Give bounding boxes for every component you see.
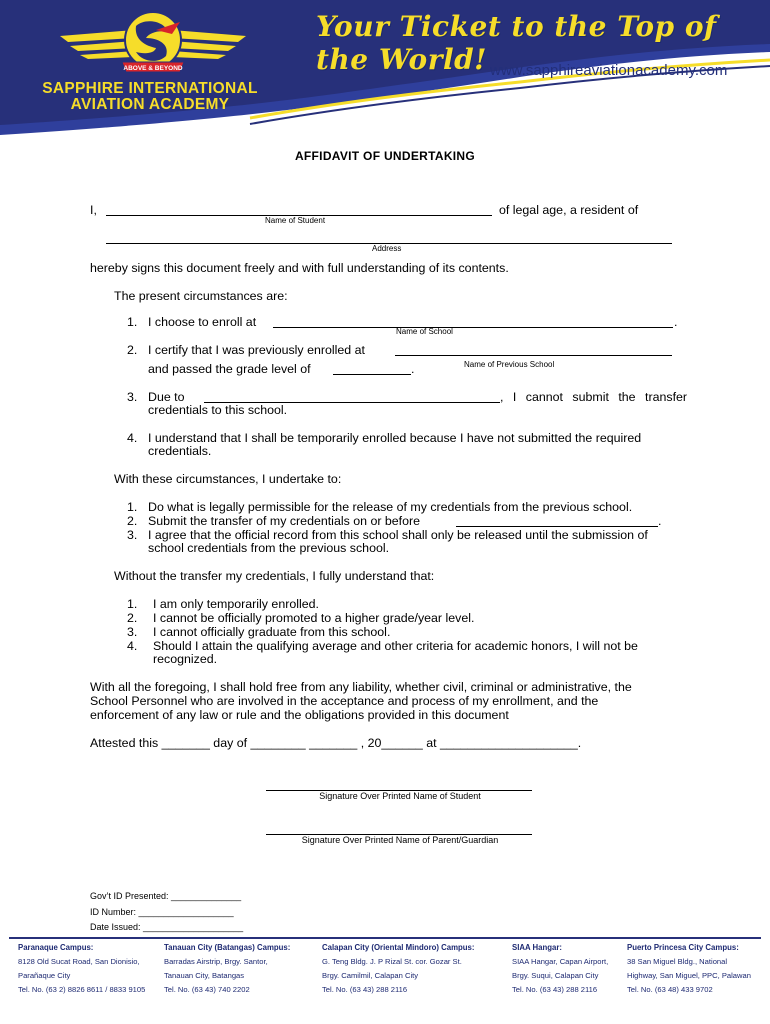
item3-number: 3. [127, 390, 138, 404]
academy-logo [48, 8, 258, 80]
item3-rest-text: , I cannot submit the transfer [500, 390, 688, 404]
caption-address: Address [372, 244, 402, 253]
undertake2-text: Submit the transfer of my credentials on or before [148, 514, 421, 528]
school-name-field[interactable] [273, 327, 673, 328]
grade-level-field[interactable] [333, 374, 411, 375]
student-signature-caption: Signature Over Printed Name of Student [319, 791, 481, 801]
caption-student: Name of Student [265, 216, 326, 225]
without3-text: I cannot officially graduate from this school. [153, 625, 391, 639]
item2b-text: and passed the grade level of [148, 362, 311, 376]
undertake-heading: With these circumstances, I undertake to: [114, 472, 342, 486]
campus-name: Puerto Princesa City Campus: [627, 943, 739, 952]
intro-i: I, [90, 203, 97, 217]
item3-line2: credentials to this school. [148, 403, 288, 417]
foregoing-line1: With all the foregoing, I shall hold free from any liability, whether civil, criminal or administrative, the [90, 680, 632, 694]
campus-address-line2: Tanauan City, Batangas [164, 971, 245, 980]
undertake1-text: Do what is legally permissible for the release of my credentials from the previous school. [148, 500, 633, 514]
item4-number: 4. [127, 431, 138, 445]
item4-line1: I understand that I shall be temporarily enrolled because I have not submitted the required [148, 431, 642, 445]
item1-text: I choose to enroll at [148, 315, 257, 329]
present-circumstances-heading: The present circumstances are: [114, 289, 288, 303]
transfer-deadline-field[interactable] [456, 526, 658, 527]
caption-previous-school: Name of Previous School [464, 360, 555, 369]
campus-tel: Tel. No. (63 48) 433 9702 [627, 985, 713, 994]
campus-address-line2: Brgy. Suqui, Calapan City [512, 971, 599, 980]
undertake3-line2: school credentials from the previous school. [148, 541, 390, 555]
footer-campus-tanauan [164, 941, 290, 997]
undertake3-line1: I agree that the official record from this school shall only be released until the submission of [148, 528, 648, 542]
undertake1-number: 1. [127, 500, 138, 514]
item2b-period: . [411, 362, 415, 376]
campus-tel: Tel. No. (63 2) 8826 8611 / 8833 9105 [18, 985, 146, 994]
academy-name-line2: AVIATION ACADEMY [70, 96, 230, 113]
campus-name: Paranaque Campus: [18, 943, 94, 952]
academy-name-line1: SAPPHIRE INTERNATIONAL [42, 80, 258, 97]
campus-address-line2: Brgy. Camilmil, Calapan City [322, 971, 419, 980]
without3-number: 3. [127, 625, 138, 639]
gov-id-field[interactable]: Gov’t ID Presented: ______________ [90, 891, 242, 901]
letterhead [0, 0, 770, 135]
item2-text: I certify that I was previously enrolled at [148, 343, 365, 357]
of-legal-age-text: of legal age, a resident of [499, 203, 639, 217]
campus-address-line1: G. Teng Bldg. J. P Rizal St. cor. Gozar St. [322, 957, 462, 966]
parent-signature-caption: Signature Over Printed Name of Parent/Guardian [301, 835, 499, 845]
campus-name: Calapan City (Oriental Mindoro) Campus: [322, 943, 475, 952]
item3-due-text: Due to [148, 390, 185, 404]
campus-name: Tanauan City (Batangas) Campus: [164, 943, 291, 952]
footer-siaa-hangar [512, 941, 608, 997]
campus-address-line1: 38 San Miguel Bldg., National [627, 957, 728, 966]
campus-address-line1: 8128 Old Sucat Road, San Dionisio, [18, 957, 140, 966]
campus-tel: Tel. No. (63 43) 288 2116 [512, 985, 598, 994]
campus-tel: Tel. No. (63 43) 288 2116 [322, 985, 408, 994]
document-title: AFFIDAVIT OF UNDERTAKING [294, 149, 476, 163]
without-heading: Without the transfer my credentials, I fully understand that: [114, 569, 435, 583]
without4-line1: Should I attain the qualifying average and other criteria for academic honors, I will not be [153, 639, 638, 653]
campus-name: SIAA Hangar: [512, 943, 562, 952]
footer-campus-puerto-princesa [627, 941, 751, 997]
without1-number: 1. [127, 597, 138, 611]
campus-address-line1: Barradas Airstrip, Brgy. Santor, [164, 957, 268, 966]
previous-school-field[interactable] [395, 355, 672, 356]
foregoing-line3: enforcement of any law or rule and the obligations provided in this document [90, 708, 509, 722]
footer-divider [9, 937, 761, 939]
footer-campus-paranaque [18, 941, 145, 997]
campus-tel: Tel. No. (63 43) 740 2202 [164, 985, 250, 994]
item4-line2: credentials. [148, 444, 212, 458]
footer-campus-calapan [322, 941, 475, 997]
tagline: Your Ticket to the Top of the World! [316, 10, 717, 76]
without2-number: 2. [127, 611, 138, 625]
undertake2-number: 2. [127, 514, 138, 528]
undertake2-period: . [658, 514, 662, 528]
hereby-text: hereby signs this document freely and with full understanding of its contents. [90, 261, 509, 275]
item1-period: . [674, 315, 678, 329]
item2-number: 2. [127, 343, 138, 357]
campus-address-line1: SIAA Hangar, Capan Airport, [512, 957, 609, 966]
without1-text: I am only temporarily enrolled. [153, 597, 319, 611]
campus-address-line2: Highway, San Miguel, PPC, Palawan [627, 971, 751, 980]
logo-ribbon-text: ABOVE & BEYOND [123, 65, 183, 72]
without4-line2: recognized. [153, 652, 218, 666]
website-link[interactable]: www.sapphireaviationacademy.com [490, 62, 728, 79]
id-number-field[interactable]: ID Number: ___________________ [90, 907, 234, 917]
item1-number: 1. [127, 315, 138, 329]
attested-line: Attested this _______ day of ________ _______ , 20______ at ____________________. [90, 736, 582, 750]
date-issued-field[interactable]: Date Issued: ____________________ [90, 922, 244, 932]
without4-number: 4. [127, 639, 138, 653]
foregoing-line2: School Personnel who are involved in the acceptance and process of my enrollment, and the [90, 694, 599, 708]
undertake3-number: 3. [127, 528, 138, 542]
caption-school: Name of School [396, 327, 453, 336]
campus-address-line2: Parañaque City [18, 971, 71, 980]
without2-text: I cannot be officially promoted to a higher grade/year level. [153, 611, 475, 625]
